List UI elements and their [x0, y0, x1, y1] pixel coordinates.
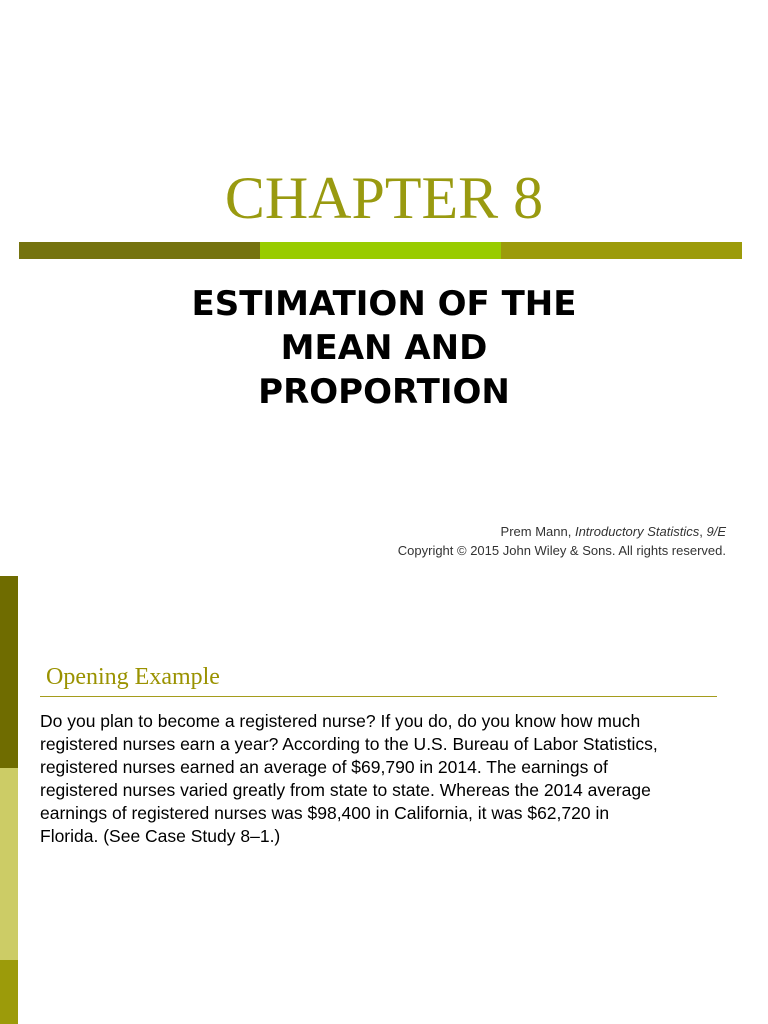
opening-example-slide — [0, 576, 768, 1024]
side-segment-dark — [0, 576, 18, 768]
side-segment-light — [0, 768, 18, 960]
body-line: earnings of registered nurses was $98,400 in California, it was $62,720 in — [40, 803, 610, 823]
side-segment-olive — [0, 960, 18, 1024]
chapter-subtitle — [0, 282, 768, 414]
copyright-notice: Copyright © 2015 John Wiley & Sons. All rights reserved. — [397, 543, 726, 558]
heading-underline — [40, 696, 717, 697]
body-line: Florida. (See Case Study 8–1.) — [40, 826, 281, 846]
credit-book-title: Introductory Statistics — [574, 524, 700, 539]
body-line: Do you plan to become a registered nurse? If you do, do you know how much — [40, 711, 641, 731]
body-line: registered nurses varied greatly from state to state. Whereas the 2014 average — [40, 780, 651, 800]
divider-segment-dark — [19, 242, 260, 259]
slide-heading: Opening Example — [46, 664, 220, 690]
slide-body-text — [40, 710, 720, 848]
credit-author: Prem Mann, — [500, 524, 575, 539]
body-line: registered nurses earn a year? According to the U.S. Bureau of Labor Statistics, — [40, 734, 658, 754]
divider-segment-green — [260, 242, 501, 259]
credit-separator: , — [699, 524, 707, 539]
body-line: registered nurses earned an average of $69,790 in 2014. The earnings of — [40, 757, 608, 777]
subtitle-line: MEAN AND — [280, 328, 488, 368]
side-accent-bar — [0, 576, 18, 1024]
subtitle-line: PROPORTION — [258, 372, 510, 412]
credit-edition: 9/E — [706, 524, 726, 539]
chapter-title: CHAPTER 8 — [224, 165, 544, 231]
book-credit — [398, 522, 726, 560]
subtitle-line: ESTIMATION OF THE — [191, 284, 577, 324]
divider-segment-olive — [501, 242, 742, 259]
title-divider-bar — [19, 242, 742, 259]
credit-author-line — [398, 522, 726, 541]
